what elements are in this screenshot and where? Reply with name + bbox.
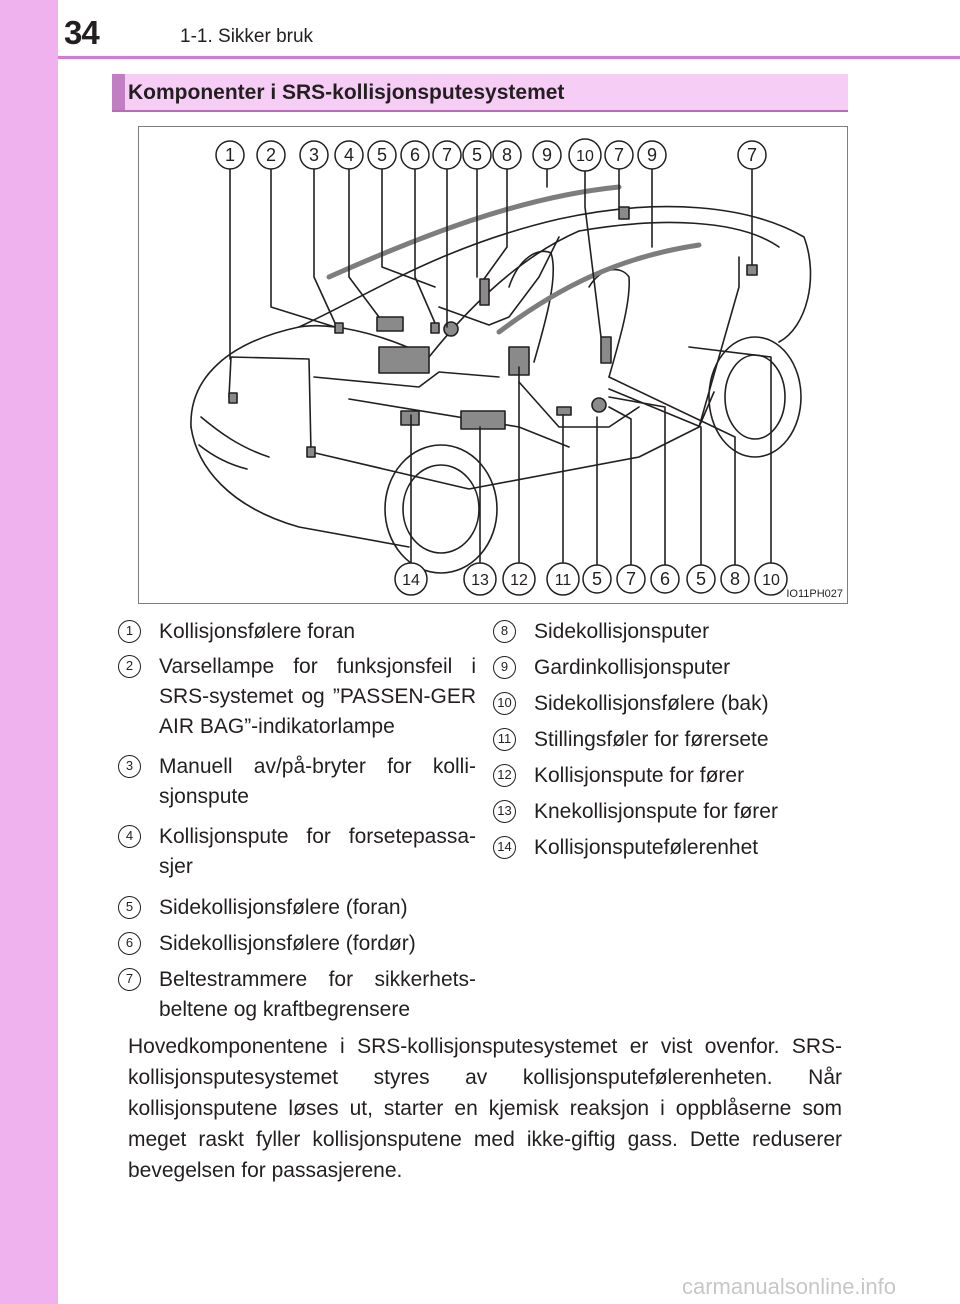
- legend-number: 7: [118, 968, 141, 991]
- legend-number: 1: [118, 620, 141, 643]
- callout-number: 2: [265, 145, 277, 165]
- legend-number: 5: [118, 896, 141, 919]
- legend-number: 2: [118, 655, 141, 678]
- section-title: Komponenter i SRS-kollisjonsputesystemet: [128, 81, 565, 104]
- legend-number: 4: [118, 825, 141, 848]
- header-divider: [58, 56, 960, 59]
- callout-number: 6: [409, 145, 421, 165]
- legend-text: Gardinkollisjonsputer: [534, 656, 731, 679]
- watermark: carmanualsonline.info: [682, 1274, 897, 1299]
- legend-number: 14: [493, 836, 516, 859]
- legend-item: [493, 725, 853, 755]
- srs-diagram: [138, 126, 848, 604]
- legend-number: 3: [118, 755, 141, 778]
- legend-left-column: [118, 617, 476, 1025]
- callout-number: 7: [441, 145, 453, 165]
- callout-number: 8: [501, 145, 513, 165]
- chapter-title: 1-1. Sikker bruk: [180, 26, 314, 47]
- legend-number: 9: [493, 656, 516, 679]
- legend-item: [118, 929, 476, 959]
- legend-item: [493, 761, 853, 791]
- callout-number: 4: [343, 145, 355, 165]
- legend-text: Varsellampe for funksjonsfeil i SRS-systemet og ”PASSEN-GER AIR BAG”-indikatorlampe: [159, 655, 476, 738]
- legend-number: 8: [493, 620, 516, 643]
- legend-item: [493, 833, 853, 863]
- legend-number: 13: [493, 800, 516, 823]
- callout-number: 5: [376, 145, 388, 165]
- legend-item: [493, 797, 853, 827]
- body-paragraph: Hovedkomponentene i SRS-kollisjonsputesystemet er vist ovenfor. SRS-kollisjonsputesystemet styres av kollisjonsputefølerenheten. Når kollisjonsputene løses ut, starter en kjemisk reaksjon i oppblåserne som meget raskt fyller kollisjonsputene med ikke-giftig gass. Dette reduserer bevegelsen for passasjerene.: [128, 1035, 842, 1182]
- legend-text: Sidekollisjonsfølere (foran): [159, 896, 408, 919]
- legend-item: [118, 822, 476, 882]
- callout-number: 11: [554, 572, 572, 589]
- legend-text: Beltestrammere for sikkerhets-beltene og kraftbegrensere: [159, 968, 476, 1021]
- legend-number: 10: [493, 692, 516, 715]
- legend-text: Sidekollisjonsfølere (fordør): [159, 932, 416, 955]
- legend-item: [118, 965, 476, 1025]
- callout-number: 3: [308, 145, 320, 165]
- legend-right-column: [493, 617, 853, 863]
- callout-number: 5: [695, 569, 707, 589]
- callout-number: 14: [402, 572, 420, 589]
- top-callouts: [216, 139, 766, 171]
- legend-item: [118, 617, 476, 647]
- legend-number: 12: [493, 764, 516, 787]
- callout-number: 9: [646, 145, 658, 165]
- legend-text: Kollisjonspute for forsetepassa-sjer: [159, 825, 476, 878]
- legend-item: [493, 617, 853, 647]
- callout-number: 6: [659, 569, 671, 589]
- car-illustration: [139, 127, 847, 603]
- callout-number: 12: [510, 572, 528, 589]
- legend-item: [493, 653, 853, 683]
- legend-number: 6: [118, 932, 141, 955]
- callout-number: 5: [591, 569, 603, 589]
- legend-text: Stillingsføler for førersete: [534, 728, 769, 751]
- legend-item: [118, 893, 476, 923]
- legend-text: Manuell av/på-bryter for kolli-sjonspute: [159, 755, 476, 808]
- callout-number: 7: [746, 145, 758, 165]
- figure-code: IO11PH027: [786, 588, 843, 600]
- callout-number: 13: [471, 572, 489, 589]
- callout-number: 10: [762, 572, 780, 589]
- bottom-callouts: [395, 563, 787, 595]
- legend-text: Kollisjonsputefølerenhet: [534, 836, 759, 859]
- legend-text: Kollisjonspute for fører: [534, 764, 745, 787]
- legend-item: [493, 689, 853, 719]
- legend-item: [118, 652, 476, 742]
- legend-text: Knekollisjonspute for fører: [534, 800, 778, 823]
- callout-number: 9: [541, 145, 553, 165]
- legend-number: 11: [493, 728, 516, 751]
- legend-text: Kollisjonsfølere foran: [159, 620, 356, 643]
- callout-number: 10: [576, 148, 594, 165]
- callout-number: 7: [625, 569, 637, 589]
- callout-number: 8: [729, 569, 741, 589]
- page-number: 34: [64, 14, 99, 51]
- callout-number: 1: [224, 145, 236, 165]
- legend-text: Sidekollisjonsputer: [534, 620, 710, 643]
- legend-text: Sidekollisjonsfølere (bak): [534, 692, 769, 715]
- legend-item: [118, 752, 476, 812]
- callout-number: 5: [471, 145, 483, 165]
- page-side-band: [0, 0, 58, 1304]
- callout-number: 7: [613, 145, 625, 165]
